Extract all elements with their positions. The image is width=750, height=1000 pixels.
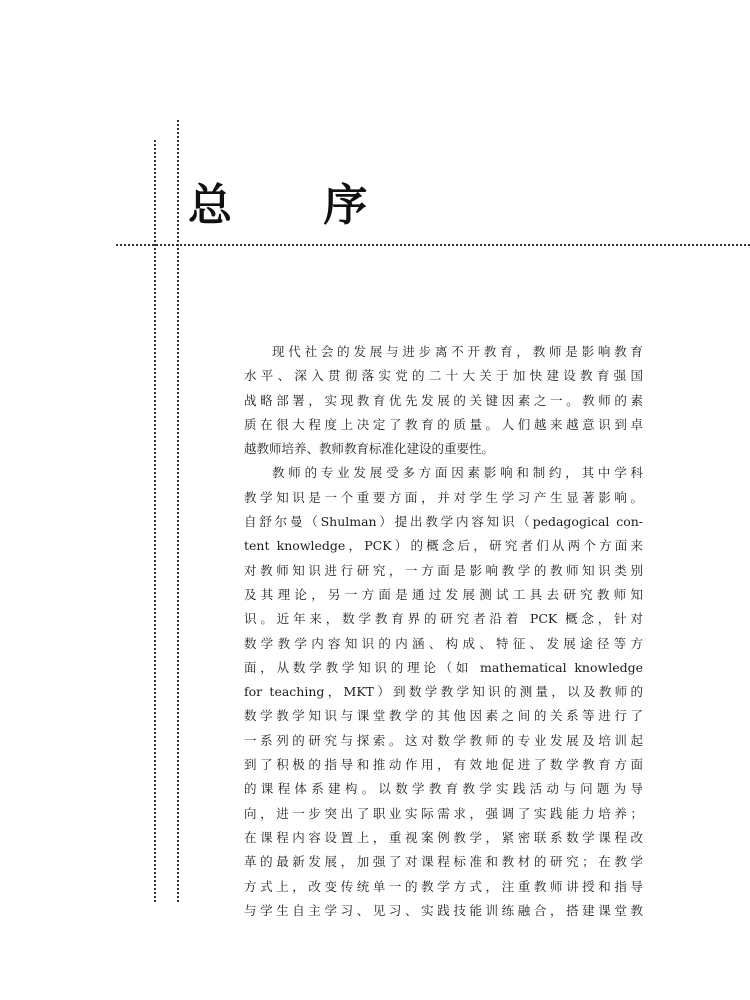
dotted-vertical-guide-right — [177, 120, 179, 902]
text-line: 一系列的研究与探索。这对数学教师的专业发展及培训起 — [244, 732, 643, 748]
text-line: 教学知识是一个重要方面，并对学生学习产生显著影响。 — [244, 489, 643, 505]
text-line: 数学教学知识与课堂教学的其他因素之间的关系等进行了 — [244, 708, 643, 724]
text-line: 越教师培养、教师教育标准化建设的重要性。 — [244, 441, 495, 457]
dotted-horizontal-rule — [116, 244, 750, 246]
text-line: 方式上，改变传统单一的教学方式，注重教师讲授和指导 — [244, 878, 643, 894]
dotted-vertical-guide-left — [154, 140, 156, 902]
text-line: 识。近年来，数学教育界的研究者沿着 PCK 概念，针对 — [244, 611, 643, 627]
text-line: 自舒尔曼（Shulman）提出教学内容知识（pedagogical con- — [244, 514, 643, 530]
text-line: 面，从数学教学知识的理论（如 mathematical knowledge — [244, 659, 643, 675]
text-line: 数学教学内容知识的内涵、构成、特征、发展途径等方 — [244, 635, 643, 651]
text-line: tent knowledge，PCK）的概念后，研究者们从两个方面来 — [244, 538, 643, 554]
text-line: for teaching，MKT）到数学教学知识的测量，以及教师的 — [244, 684, 643, 700]
page-title: 总 序 — [188, 180, 406, 231]
text-line: 战略部署，实现教育优先发展的关键因素之一。教师的素 — [244, 392, 643, 408]
text-line: 及其理论，另一方面是通过发展测试工具去研究教师知 — [244, 586, 643, 602]
body-text — [244, 340, 643, 923]
text-line: 到了积极的指导和推动作用，有效地促进了数学教育方面 — [244, 757, 643, 773]
text-line: 向，进一步突出了职业实际需求，强调了实践能力培养； — [244, 805, 643, 821]
text-line: 现代社会的发展与进步离不开教育，教师是影响教育 — [272, 344, 643, 359]
text-line: 水平、深入贯彻落实党的二十大关于加快建设教育强国 — [244, 368, 643, 384]
text-line: 革的最新发展，加强了对课程标准和教材的研究；在教学 — [244, 854, 643, 870]
text-line: 教师的专业发展受多方面因素影响和制约，其中学科 — [272, 465, 643, 481]
text-line: 对教师知识进行研究，一方面是影响教学的教师知识类别 — [244, 562, 643, 578]
text-line: 质在很大程度上决定了教育的质量。人们越来越意识到卓 — [244, 416, 643, 432]
text-line: 在课程内容设置上，重视案例教学，紧密联系数学课程改 — [244, 829, 643, 845]
text-line: 与学生自主学习、见习、实践技能训练融合，搭建课堂教 — [244, 902, 643, 918]
text-line: 的课程体系建构。以数学教育教学实践活动与问题为导 — [244, 781, 643, 797]
